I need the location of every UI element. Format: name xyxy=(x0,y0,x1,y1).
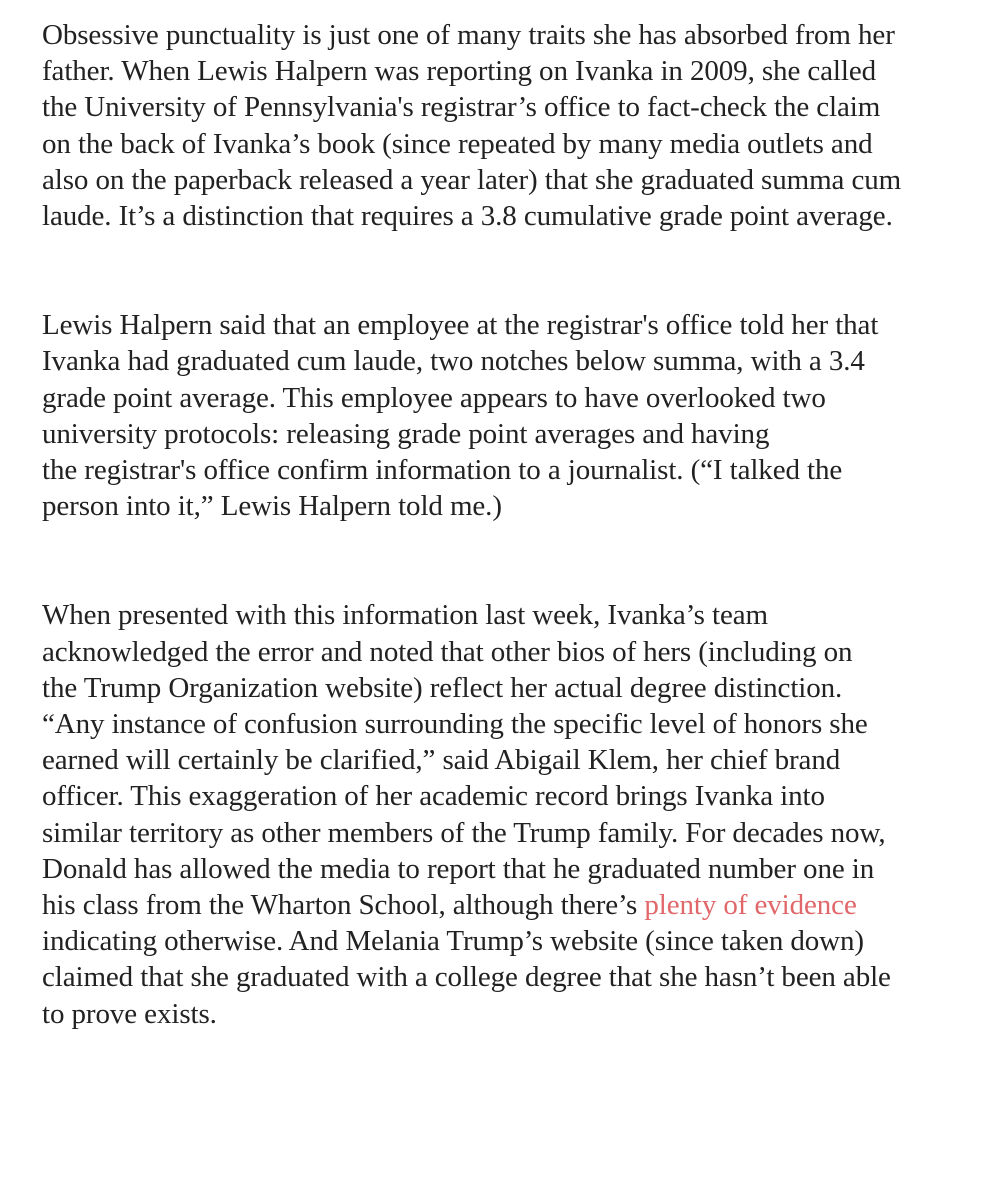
text-line: When presented with this information last week, Ivanka’s team xyxy=(42,599,768,632)
text-line: indicating otherwise. And Melania Trump’s website (since taken down) xyxy=(42,925,864,958)
text-line: acknowledged the error and noted that other bios of hers (including on xyxy=(42,635,853,668)
text-line: the University of Pennsylvania's registrar’s office to fact-check the claim xyxy=(42,91,881,124)
paragraph-2 xyxy=(42,307,962,524)
text-line: father. When Lewis Halpern was reporting on Ivanka in 2009, she called xyxy=(42,55,877,88)
text-line: grade point average. This employee appears to have overlooked two xyxy=(42,381,826,414)
plenty-of-evidence-link[interactable]: plenty of evidence xyxy=(644,889,857,922)
text-line: Lewis Halpern said that an employee at the registrar's office told her that xyxy=(42,309,879,342)
text-line: also on the paperback released a year later) that she graduated summa cum xyxy=(42,163,902,196)
text-line: Ivanka had graduated cum laude, two notches below summa, with a 3.4 xyxy=(42,345,865,378)
text-line: on the back of Ivanka’s book (since repeated by many media outlets and xyxy=(42,127,873,160)
text-line: claimed that she graduated with a college degree that she hasn’t been able xyxy=(42,961,891,994)
text-line: the registrar's office confirm information to a journalist. (“I talked the xyxy=(42,454,843,487)
text-line: similar territory as other members of the Trump family. For decades now, xyxy=(42,816,886,849)
article-body xyxy=(42,17,962,1032)
text-line: “Any instance of confusion surrounding the specific level of honors she xyxy=(42,708,868,741)
text-line: Obsessive punctuality is just one of many traits she has absorbed from her xyxy=(42,19,895,51)
text-line: earned will certainly be clarified,” said Abigail Klem, her chief brand xyxy=(42,744,841,777)
paragraph-3 xyxy=(42,597,962,1031)
text-line: officer. This exaggeration of her academic record brings Ivanka into xyxy=(42,780,825,813)
text-line: the Trump Organization website) reflect her actual degree distinction. xyxy=(42,671,843,704)
text-line: to prove exists. xyxy=(42,997,217,1030)
text-line: Donald has allowed the media to report that he graduated number one in xyxy=(42,852,875,885)
paragraph-1 xyxy=(42,17,962,234)
text-line: laude. It’s a distinction that requires a 3.8 cumulative grade point average. xyxy=(42,200,893,233)
text-line: person into it,” Lewis Halpern told me.) xyxy=(42,490,502,523)
text-line: university protocols: releasing grade point averages and having xyxy=(42,417,770,450)
link-line-text: his class from the Wharton School, although there’s xyxy=(42,889,645,922)
text-line-with-link xyxy=(42,887,962,923)
